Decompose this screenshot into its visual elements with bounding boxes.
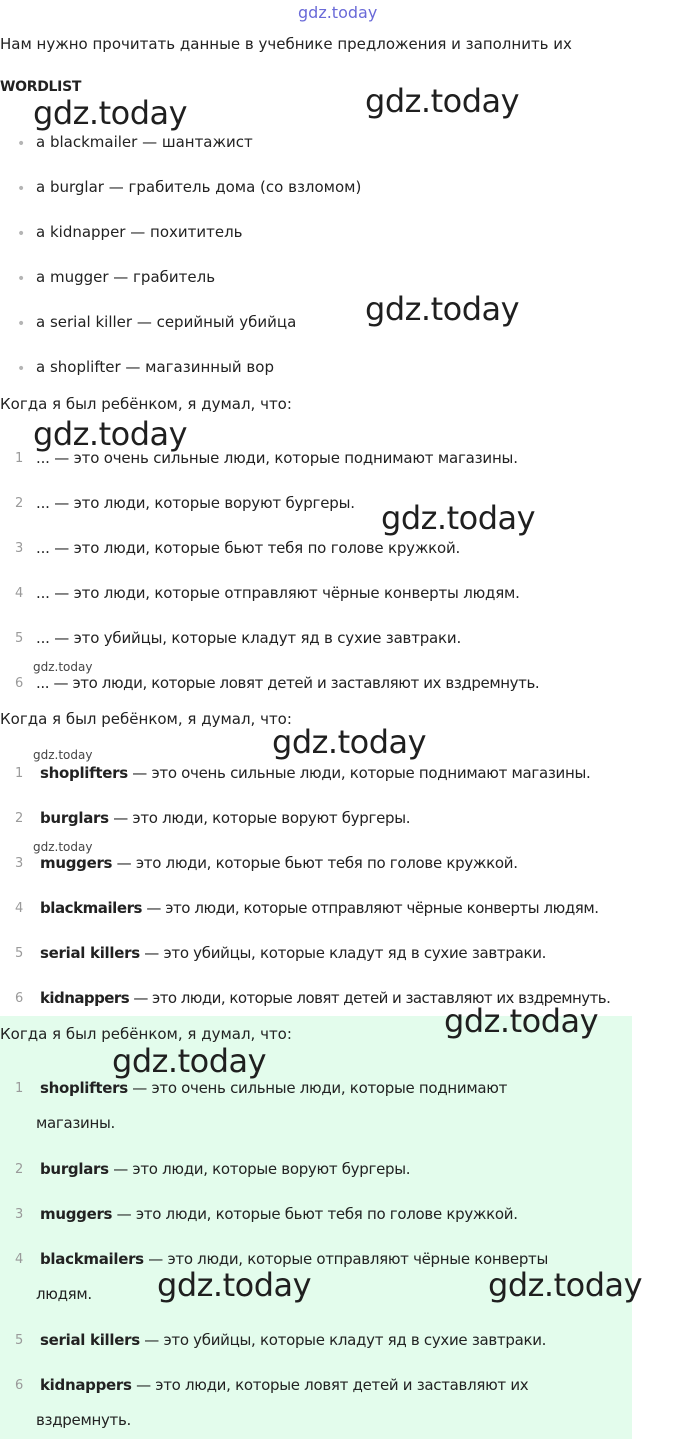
answer-continuation: магазины. <box>36 1114 116 1132</box>
watermark: gdz.today <box>33 748 93 762</box>
answer-row <box>40 1376 528 1394</box>
answer-text: — это люди, которые воруют бургеры. <box>108 1160 411 1178</box>
wordlist-item: a blackmailer — шантажист <box>36 133 253 151</box>
answer-text: — это люди, которые отправляют чёрные конверты людям. <box>142 899 599 917</box>
watermark: gdz.today <box>365 290 520 328</box>
wordlist-title: WORDLIST <box>0 79 82 95</box>
exercise-row: ... — это очень сильные люди, которые поднимают магазины. <box>36 449 518 467</box>
bullet-icon: • <box>17 316 26 332</box>
row-number: 4 <box>15 586 24 601</box>
watermark: gdz.today <box>444 1002 599 1040</box>
answer-continuation: вздремнуть. <box>36 1411 131 1429</box>
wordlist-item: a serial killer — серийный убийца <box>36 313 297 331</box>
answer-word: blackmailers <box>40 899 143 917</box>
exercise-row: ... — это убийцы, которые кладут яд в сухие завтраки. <box>36 629 462 647</box>
wordlist-item: a kidnapper — похититель <box>36 223 243 241</box>
section-heading: Когда я был ребёнком, я думал, что: <box>0 1025 292 1043</box>
watermark: gdz.today <box>272 723 427 761</box>
watermark: gdz.today <box>157 1266 312 1304</box>
row-number: 1 <box>15 766 24 781</box>
answer-word: shoplifters <box>40 764 128 782</box>
answer-word: serial killers <box>40 944 140 962</box>
answer-text: — это люди, которые отправляют чёрные конверты <box>143 1250 549 1268</box>
watermark: gdz.today <box>112 1042 267 1080</box>
answer-text: — это убийцы, которые кладут яд в сухие завтраки. <box>139 944 547 962</box>
watermark: gdz.today <box>365 82 520 120</box>
exercise-row: ... — это люди, которые бьют тебя по голове кружкой. <box>36 539 461 557</box>
watermark: gdz.today <box>488 1266 643 1304</box>
answer-row <box>40 1079 507 1097</box>
answer-word: burglars <box>40 1160 109 1178</box>
task-intro: Нам нужно прочитать данные в учебнике предложения и заполнить их <box>0 35 572 53</box>
exercise-row: ... — это люди, которые отправляют чёрные конверты людям. <box>36 584 520 602</box>
section-heading: Когда я был ребёнком, я думал, что: <box>0 710 292 728</box>
answer-text: — это очень сильные люди, которые поднимают магазины. <box>127 764 591 782</box>
answer-text: — это очень сильные люди, которые поднимают <box>127 1079 508 1097</box>
row-number: 3 <box>15 541 24 556</box>
answer-text: — это убийцы, которые кладут яд в сухие завтраки. <box>139 1331 547 1349</box>
answer-row <box>40 809 410 827</box>
answer-row <box>40 854 518 872</box>
answer-word: muggers <box>40 1205 113 1223</box>
answer-row <box>40 944 546 962</box>
answer-word: kidnappers <box>40 989 130 1007</box>
answer-row <box>40 1205 518 1223</box>
answer-text: — это люди, которые ловят детей и заставляют их вздремнуть. <box>129 989 611 1007</box>
answer-word: blackmailers <box>40 1250 144 1268</box>
answer-continuation: людям. <box>36 1285 92 1303</box>
watermark: gdz.today <box>33 415 188 453</box>
answer-row <box>40 764 591 782</box>
watermark: gdz.today <box>33 660 93 674</box>
answer-word: shoplifters <box>40 1079 128 1097</box>
answer-text: — это люди, которые бьют тебя по голове кружкой. <box>112 854 518 872</box>
answer-word: burglars <box>40 809 109 827</box>
row-number: 1 <box>15 451 24 466</box>
answer-row <box>40 899 599 917</box>
exercise-row: ... — это люди, которые ловят детей и заставляют их вздремнуть. <box>36 674 540 692</box>
answer-row <box>40 1331 546 1349</box>
bullet-icon: • <box>17 271 26 287</box>
wordlist-item: a burglar — грабитель дома (со взломом) <box>36 178 362 196</box>
answer-text: — это люди, которые воруют бургеры. <box>108 809 411 827</box>
row-number: 6 <box>15 1378 24 1393</box>
row-number: 1 <box>15 1081 24 1096</box>
row-number: 3 <box>15 1207 24 1222</box>
answer-word: muggers <box>40 854 113 872</box>
row-number: 2 <box>15 1162 24 1177</box>
watermark-top: gdz.today <box>298 3 378 22</box>
row-number: 3 <box>15 856 24 871</box>
answer-row <box>40 1160 410 1178</box>
answer-word: serial killers <box>40 1331 140 1349</box>
watermark: gdz.today <box>33 94 188 132</box>
section-heading: Когда я был ребёнком, я думал, что: <box>0 395 292 413</box>
bullet-icon: • <box>17 136 26 152</box>
row-number: 6 <box>15 676 24 691</box>
row-number: 5 <box>15 946 24 961</box>
bullet-icon: • <box>17 361 26 377</box>
row-number: 5 <box>15 1333 24 1348</box>
row-number: 4 <box>15 1252 24 1267</box>
wordlist-item: a shoplifter — магазинный вор <box>36 358 274 376</box>
row-number: 6 <box>15 991 24 1006</box>
row-number: 4 <box>15 901 24 916</box>
exercise-row: ... — это люди, которые воруют бургеры. <box>36 494 355 512</box>
bullet-icon: • <box>17 181 26 197</box>
answer-text: — это люди, которые бьют тебя по голове кружкой. <box>112 1205 518 1223</box>
bullet-icon: • <box>17 226 26 242</box>
watermark: gdz.today <box>33 840 93 854</box>
wordlist-item: a mugger — грабитель <box>36 268 216 286</box>
answer-text: — это люди, которые ловят детей и заставляют их <box>131 1376 529 1394</box>
row-number: 2 <box>15 811 24 826</box>
watermark: gdz.today <box>381 499 536 537</box>
answer-word: kidnappers <box>40 1376 132 1394</box>
row-number: 5 <box>15 631 24 646</box>
row-number: 2 <box>15 496 24 511</box>
